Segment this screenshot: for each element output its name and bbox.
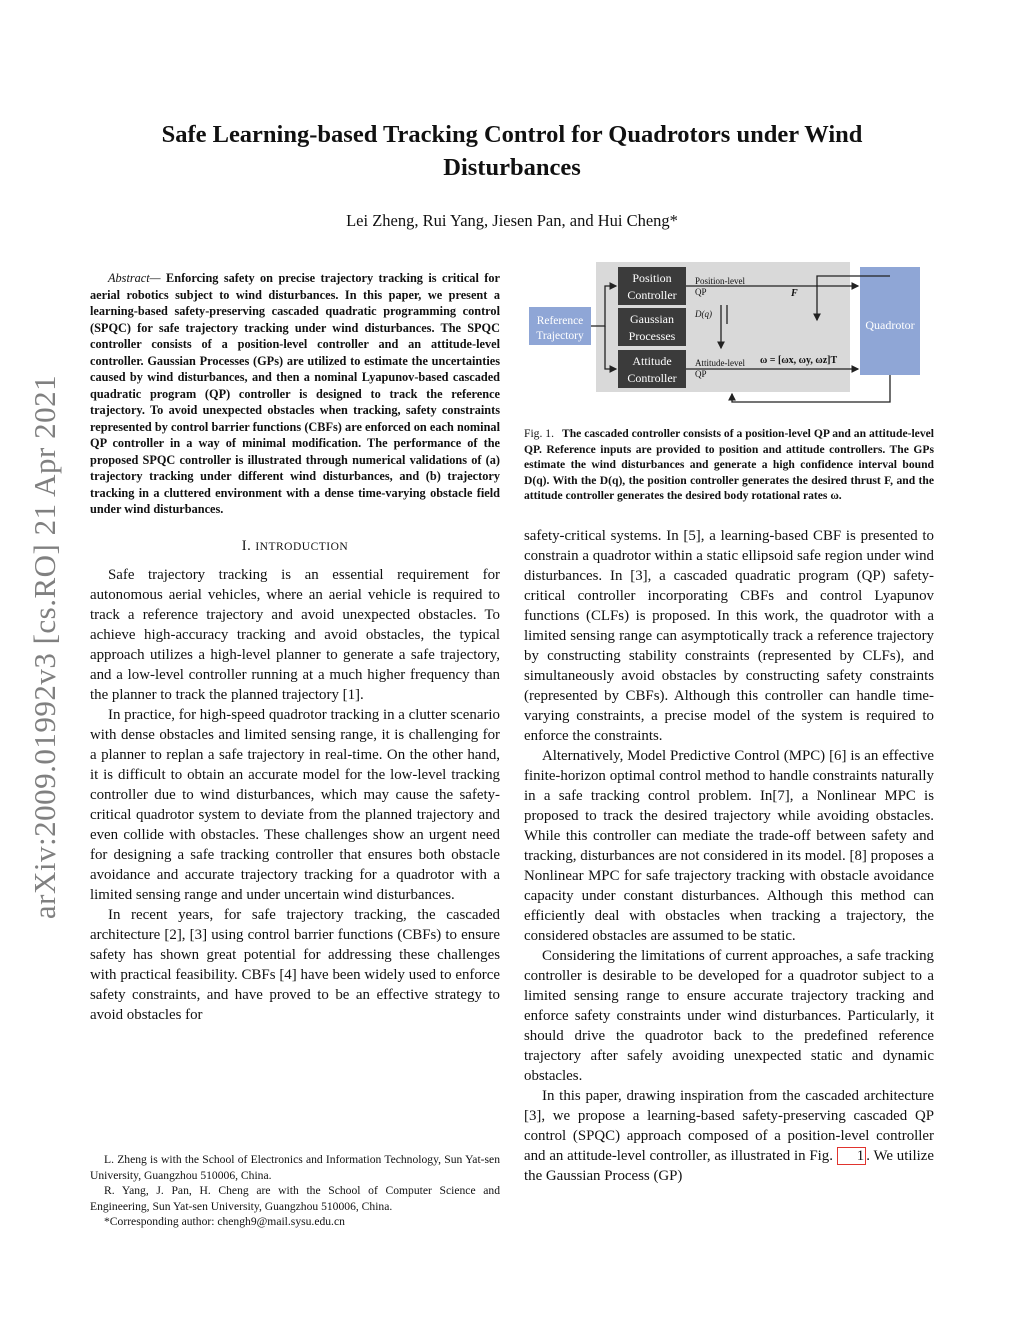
omega-label: ω = [ωx, ωy, ωz]T xyxy=(760,355,838,366)
right-paragraph-3: Considering the limitations of current approaches, a safe tracking controller is desirable to be developed for a quadrotor subject to a limited sensing range to ensure accurate trajectory tracking and enforce safety constraints under wind disturbances. Particularly, it should drive the quadrotor back to the predefined reference trajectory after safely avoiding unexpected static and dynamic obstacles. xyxy=(524,948,934,1084)
abstract-text: Enforcing safety on precise trajectory tracking is critical for aerial robotics subject to wind disturbances. In this paper, we present a learning-based safety-preserving cascaded quadratic programming control (SPQC) for safe trajectory tracking under wind disturbances. The SPQC controller consists of a position-level controller and an attitude-level controller. Gaussian Processes (GPs) are utilized to estimate the uncertainties caused by wind disturbances, and then a nominal Lyapunov-based cascaded quadratic program (QP) controller is designed to track the reference trajectory. To avoid unexpected obstacles when tracking, safety constraints represented by control barrier functions (CBFs) are enforced on each nominal QP controller in a way of minimal modification. The performance of the proposed SPQC controller is illustrated through numerical validations of (a) trajectory tracking under different wind disturbances, and (b) trajectory tracking in a cluttered environment with a dense time-varying obstacle field under wind disturbances. xyxy=(90,271,500,516)
section-numeral: I. xyxy=(241,537,252,554)
position-line-2: Controller xyxy=(627,288,677,302)
position-line-1: Position xyxy=(632,271,672,285)
position-qp-label-2: QP xyxy=(695,287,707,297)
footnote-1: L. Zheng is with the School of Electronics and Information Technology, Sun Yat-sen University, Guangzhou 510006, China. xyxy=(90,1153,500,1182)
footnote-2: R. Yang, J. Pan, H. Cheng are with the School of Computer Science and Engineering, Sun Yat-sen University, Guangzhou 510006, China. xyxy=(90,1184,500,1213)
reference-line-2: Trajectory xyxy=(536,330,584,342)
section-heading xyxy=(90,536,500,557)
gp-line-2: Processes xyxy=(628,329,676,343)
reference-line-1: Reference xyxy=(536,315,584,327)
thrust-label: F xyxy=(791,288,798,299)
attitude-qp-label-2: QP xyxy=(695,369,707,379)
figure-1-caption xyxy=(524,426,934,504)
footnote-3: *Corresponding author: chengh9@mail.sysu.edu.cn xyxy=(104,1215,345,1228)
arxiv-id: arXiv:2009.01992v3 [cs.RO] 21 Apr 2021 xyxy=(27,374,62,920)
attitude-qp-label-1: Attitude-level xyxy=(695,358,745,368)
paper-title: Safe Learning-based Tracking Control for Quadrotors under Wind Disturbances xyxy=(161,121,863,181)
right-paragraph-4 xyxy=(524,1086,934,1186)
quadrotor-block xyxy=(860,267,920,375)
figure-caption-label: Fig. 1. xyxy=(524,427,554,440)
section-title: INTRODUCTION xyxy=(255,540,349,553)
figure-1-diagram xyxy=(527,262,923,410)
intro-paragraph-2: In practice, for high-speed quadrotor tracking in a clutter scenario with dense obstacles and limited sensing range, it is challenging for a planner to replan a safe trajectory in real-time. On the other hand, it is difficult to obtain an accurate model for the low-level tracking controller due to wind disturbances, which may cause the safety-critical quadrotor system to deviate from the planned trajectory and even collide with obstacles. These challenges show an urgent need for designing a safe tracking controller that ensures both obstacle avoidance and accurate trajectory tracking for a quadrotor with a limited sensing range and under uncertain wind disturbances. xyxy=(90,706,500,903)
abstract: Abstract— Enforcing safety on precise trajectory tracking is critical for aerial robotics subject to wind disturbances. In this paper, we present a learning-based safety-preserving cascaded quadratic programming control (SPQC) for safe trajectory tracking under wind disturbances. The SPQC controller consists of a position-level controller and an attitude-level controller. Gaussian Processes (GPs) are utilized to estimate the uncertainties caused by wind disturbances, and then a nominal Lyapunov-based cascaded quadratic program (QP) controller is designed to track the reference trajectory. To avoid unexpected obstacles when tracking, safety constraints represented by control barrier functions (CBFs) are enforced on each nominal QP controller in a way of minimal modification. The performance of the proposed SPQC controller is illustrated through numerical validations of (a) trajectory tracking under different wind disturbances, and (b) trajectory tracking in a cluttered environment with a dense time-varying obstacle field under wind disturbances. xyxy=(90,271,500,516)
attitude-line-2: Controller xyxy=(627,371,677,385)
position-controller-block xyxy=(618,267,686,305)
attitude-line-1: Attitude xyxy=(632,354,672,368)
intro-paragraph-1: Safe trajectory tracking is an essential requirement for autonomous aerial vehicles, where an aerial vehicle is required to track a reference trajectory and avoid unexpected obstacles. To achieve high-accuracy tracking and avoid obstacles, the typical approach utilizes a high-level planner to generate a safe trajectory, and a low-level controller running at a much higher frequency than the planner to track the planned trajectory [1]. xyxy=(90,566,500,703)
right-paragraph-2: Alternatively, Model Predictive Control (MPC) [6] is an effective finite-horizon optimal control method to handle constraints naturally in a safe tracking control problem. In[7], a Nonlinear MPC is proposed to track the desired trajectory while avoiding obstacles. While this controller can mediate the trade-off between safety and tracking, disturbances are not considered in its model. [8] proposes a Nonlinear MPC for safe trajectory tracking with obstacle avoidance capacity under constant disturbances. Although this method can efficiently deal with obstacles when tracking a trajectory, the considered obstacles are assumed to be static. xyxy=(524,748,934,944)
reference-trajectory-block xyxy=(529,307,591,345)
figure-caption-text: The cascaded controller consists of a position-level QP and an attitude-level QP. Reference inputs are provided to position and attitude controllers. The GPs estimate the wind disturbances and generate a high confidence interval bound D(q). With the D(q), the position controller generates the desired thrust F, and the attitude controller generates the desired body rotational rates ω. xyxy=(524,427,934,502)
quadrotor-label: Quadrotor xyxy=(865,318,915,332)
intro-paragraph-3: In recent years, for safe trajectory tracking, the cascaded architecture [2], [3] using control barrier functions (CBFs) to ensure safety has shown great potential for addressing these challenges with practical feasibility. CBFs [4] have been widely used to enforce safety constraints, and have proved to be an effective strategy to avoid obstacles for xyxy=(90,906,500,1023)
gaussian-processes-block xyxy=(618,308,686,346)
dq-label: D(q) xyxy=(695,309,712,319)
right-paragraph-4-tail: . We utilize the Gaussian Process (GP) xyxy=(524,1148,935,1184)
left-column xyxy=(90,270,500,1025)
figure-1-link[interactable]: 1 xyxy=(837,1147,866,1165)
abstract-label: Abstract xyxy=(108,271,150,285)
position-qp-label-1: Position-level xyxy=(695,276,745,286)
gp-line-1: Gaussian xyxy=(630,312,674,326)
attitude-controller-block xyxy=(618,350,686,388)
right-paragraph-4-text: In this paper, drawing inspiration from the cascaded architecture [3], we propose a learning-based safety-preserving cascaded QP control (SPQC) approach composed of a position-level controller and an attitude-level controller, as illustrated in Fig. xyxy=(524,1088,934,1164)
arxiv-sidebar-label xyxy=(28,352,62,942)
footnotes xyxy=(90,1152,500,1230)
paper-authors: Lei Zheng, Rui Yang, Jiesen Pan, and Hui Cheng* xyxy=(346,211,678,230)
right-paragraph-1: safety-critical systems. In [5], a learning-based CBF is presented to constrain a quadrotor within a static ellipsoid safe region under wind disturbances. In [3], a cascaded quadratic program (QP) safety-critical controller incorporating CBFs and control Lyapunov functions (CLFs) is proposed. In this work, the quadrotor with a limited sensing range can asymptotically track a reference trajectory by constructing stability constraints (represented by CLFs), and simultaneously avoid obstacles by constructing safety constraints (represented by CBFs). Although this controller can handle time-varying constraints, a precise model of the system is required to enforce the constraints. xyxy=(524,528,934,744)
right-column xyxy=(524,526,934,1186)
